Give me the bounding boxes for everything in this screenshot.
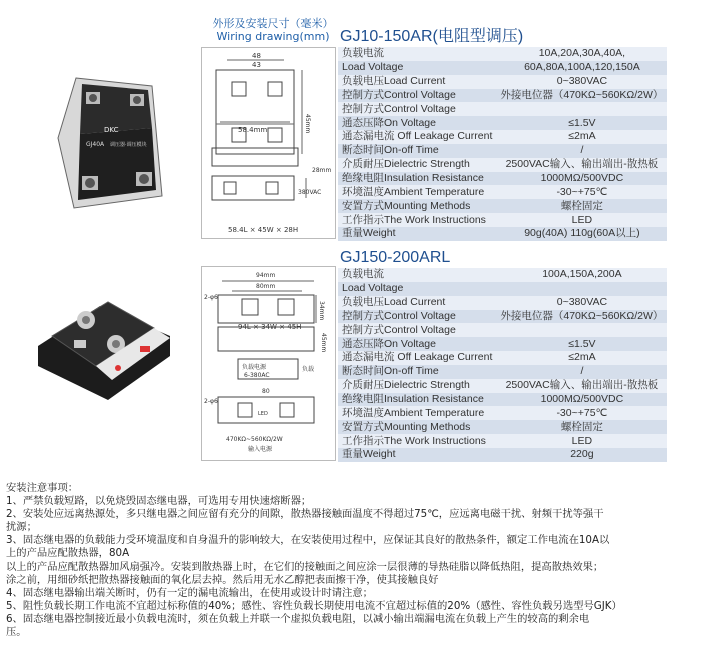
dims-header-en: Wiring drawing(mm) (216, 30, 330, 43)
dim-94: 94mm (256, 272, 276, 279)
spec-label: 安置方式Mounting Methods (342, 199, 471, 212)
table-row (338, 89, 667, 103)
notes-line: 2、安装处应远离热源处，多只继电器之间应留有充分的间隙，散热器接触面温度不得超过75℃，应远离电磁干扰、射频干扰等强干 (6, 508, 604, 521)
spec-label: 介质耐压Dielectric Strength (342, 158, 470, 171)
spec-label: 控制方式Control Voltage (342, 309, 456, 322)
spec-value (496, 323, 667, 337)
drawing2-caption: 94L × 34W × 45H (238, 323, 302, 331)
spec-label: 负载电流 (342, 268, 384, 281)
wiring-drawing-1 (201, 47, 336, 239)
dim-34: 34mm (318, 301, 325, 321)
drawing1-caption: 58.4L × 45W × 28H (228, 226, 299, 234)
notes-line: 上的产品应配散热器，80A (6, 547, 130, 560)
dim-80b: 80 (262, 388, 270, 395)
spec-value: ≤1.5V (568, 116, 596, 129)
dim-58-4: 58.4mm (238, 126, 268, 134)
spec-value: ≤2mA (568, 130, 596, 143)
product-1-title: GJ10-150AR(电阻型调压) (340, 28, 524, 45)
table-row (338, 420, 667, 434)
spec-value: ≤2mA (568, 351, 596, 364)
spec-value: 外接电位器（470KΩ~560KΩ/2W） (500, 309, 664, 322)
dim-43: 43 (252, 61, 261, 69)
table-row (338, 434, 667, 448)
spec-label: 环境温度Ambient Temperature (342, 185, 485, 198)
spec-value: 1000MΩ/500VDC (540, 393, 624, 406)
spec-label: 负载电压Load Current (342, 296, 446, 309)
table-row (338, 406, 667, 420)
spec-table-2 (338, 268, 667, 462)
table-row (338, 116, 667, 130)
table-row (338, 102, 667, 116)
spec-label: 重量Weight (342, 448, 396, 461)
spec-value: LED (571, 434, 593, 447)
spec-label: 绝缘电阻Insulation Resistance (342, 393, 484, 406)
spec-label: 断态时间On-off Time (342, 365, 439, 378)
spec-value: ≤1.5V (568, 337, 596, 350)
table-row (338, 130, 667, 144)
table-row (338, 337, 667, 351)
spec-label: 工作指示The Work Instructions (342, 434, 486, 447)
spec-value: -30~+75℃ (556, 406, 608, 419)
notes-line: 3、固态继电器的负载能力受环境温度和自身温升的影响较大，在安装使用过程中，应保证其良好的散热条件，额定工作电流在10A以 (6, 534, 610, 547)
spec-label: 通态漏电流 Off Leakage Current (342, 351, 493, 364)
table-row (338, 158, 667, 172)
table-row (338, 351, 667, 365)
spec-value: 1000MΩ/500VDC (540, 172, 624, 185)
spec-label: 重量Weight (342, 227, 396, 240)
table-row (338, 144, 667, 158)
device1-model: GJ40A (86, 141, 105, 148)
table-row (338, 61, 667, 75)
spec-value: / (580, 144, 584, 157)
notes-title: 安装注意事项： (6, 482, 79, 494)
device1-brand: DKC (104, 126, 119, 134)
dim-45: 45mm (304, 114, 311, 134)
table-row (338, 393, 667, 407)
notes-line: 以上的产品应配散热器加风扇强冷。安装到散热器上时，在它们的接触面之间应涂一层很薄的导热硅脂以降低热阻，提高散热效果； (6, 560, 604, 573)
spec-label: 控制方式Control Voltage (342, 102, 456, 115)
spec-table-1 (338, 47, 667, 241)
spec-label: 负载电压Load Current (342, 75, 446, 88)
table-row (338, 323, 667, 337)
dim-hole-2: 2-φ6 (204, 398, 218, 405)
table-row (338, 310, 667, 324)
notes-line: 4、固态继电器输出端关断时，仍有一定的漏电流输出，在使用或设计时请注意； (6, 586, 373, 599)
spec-value: 外接电位器（470KΩ~560KΩ/2W） (500, 88, 664, 101)
table-row (338, 379, 667, 393)
spec-label: Load Voltage (342, 61, 404, 74)
spec-value (496, 102, 667, 116)
spec-value: 10A,20A,30A,40A, (538, 47, 626, 60)
table-row (338, 365, 667, 379)
spec-value: 220g (570, 448, 594, 461)
dims-header-cn: 外形及安装尺寸（毫米） (212, 17, 334, 30)
table-row (338, 227, 667, 241)
spec-label: 控制方式Control Voltage (342, 323, 456, 336)
installation-notes (6, 482, 706, 639)
spec-label: 通态漏电流 Off Leakage Current (342, 130, 493, 143)
table-row (338, 213, 667, 227)
dim-80: 80mm (256, 283, 276, 290)
table-row (338, 296, 667, 310)
spec-label: 控制方式Control Voltage (342, 88, 456, 101)
table-row (338, 172, 667, 186)
dim-48: 48 (252, 52, 261, 60)
table-row (338, 282, 667, 296)
spec-value: -30~+75℃ (556, 185, 608, 198)
spec-value: 螺栓固定 (560, 199, 603, 212)
notes-line: 涂之前，用细砂纸把散热器接触面的氧化层去掉。然后用无水乙醇把表面擦干净，使其接触良好 (6, 573, 439, 586)
load-supply-voltage: 6-380AC (244, 372, 270, 379)
dim-hole: 2-φ6 (204, 294, 218, 301)
spec-label: 断态时间On-off Time (342, 144, 439, 157)
dim-28: 28mm (312, 167, 332, 174)
spec-value: LED (571, 213, 593, 226)
load-supply-label: 负载电源 (242, 364, 267, 371)
notes-line: 1、严禁负载短路，以免烧毁固态继电器，可选用专用快速熔断器； (6, 495, 312, 508)
product-2-title: GJ150-200ARL (340, 249, 451, 266)
input-supply-label: 输入电源 (248, 446, 273, 453)
spec-label: 通态压降On Voltage (342, 116, 436, 129)
dim-45b: 45mm (320, 333, 327, 353)
wiring-drawing-2 (201, 266, 336, 461)
ssr-photo-2 (30, 276, 175, 406)
spec-label: 通态压降On Voltage (342, 337, 436, 350)
spec-value: 0~380VAC (556, 75, 608, 88)
ssr-photo-1 (52, 68, 170, 216)
spec-label: 环境温度Ambient Temperature (342, 406, 485, 419)
notes-line: 扰源； (6, 521, 37, 534)
notes-line: 5、阻性负载长期工作电流不宜超过标称值的40%；感性、容性负载长期使用电流不宜超过标值的20%（感性、容性负载另选型号GJK） (6, 599, 622, 612)
spec-value: 2500VAC输入、输出端出-散热板 (505, 379, 659, 392)
spec-value: 60A,80A,100A,120,150A (524, 61, 640, 74)
spec-label: 负载电流 (342, 47, 384, 60)
device1-subtitle: 调压器·调压模块 (110, 142, 147, 148)
table-row (338, 199, 667, 213)
led-label: LED (258, 411, 268, 417)
table-row (338, 47, 667, 61)
spec-label: Load Voltage (342, 282, 404, 295)
notes-line: 6、固态继电器控制接近最小负载电流时，须在负载上并联一个虚拟负载电阻，以减小输出端漏电流在负载上产生的较高的剩余电 (6, 612, 590, 625)
dim-380vac: 380VAC (298, 189, 322, 196)
spec-label: 介质耐压Dielectric Strength (342, 379, 470, 392)
table-row (338, 75, 667, 89)
potentiometer-label: 470KΩ~560KΩ/2W (226, 436, 283, 443)
notes-line: 压。 (6, 626, 27, 639)
spec-value: 90g(40A) 110g(60A以上) (524, 227, 640, 240)
spec-label: 绝缘电阻Insulation Resistance (342, 172, 484, 185)
spec-value (496, 282, 667, 296)
spec-label: 工作指示The Work Instructions (342, 213, 486, 226)
spec-value: 100A,150A,200A (542, 268, 622, 281)
table-row (338, 268, 667, 282)
table-row (338, 448, 667, 462)
load-label: 负载 (302, 366, 315, 373)
spec-value: / (580, 365, 584, 378)
spec-value: 螺栓固定 (560, 420, 603, 433)
spec-value: 0~380VAC (556, 296, 608, 309)
spec-label: 安置方式Mounting Methods (342, 420, 471, 433)
spec-value: 2500VAC输入、输出端出-散热板 (505, 158, 659, 171)
table-row (338, 185, 667, 199)
